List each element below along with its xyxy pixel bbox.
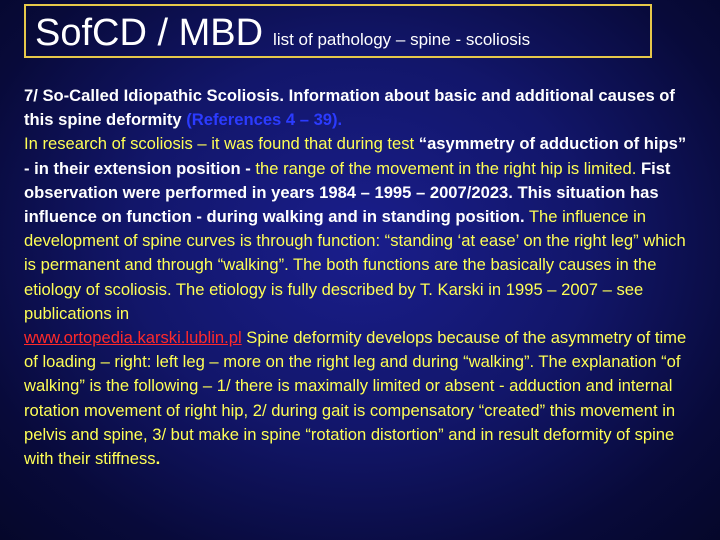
research-text: In research of scoliosis – it was found that during test [24, 134, 415, 154]
slide-title: SofCD / MBD [35, 12, 264, 54]
deformity-explanation: Spine deformity develops because of the asymmetry of time of loading – right: left leg – more on the right leg and during “walking”. The explanation “of walking” is the following – 1/ there is maximally limited or absent - adduction and internal rotation movement of right hip, 2/ during gait is compensatory “created” this movement in pelvis and spine, 3/ but make in spine “rotation distortion” and in result deformity of spine with their stiffness [24, 328, 687, 469]
final-period: . [155, 449, 161, 469]
etiology-text: The influence in development of spine curves is through function: “standing ‘at ease’ on the right leg” which is permanent and through “walking”. The both functions are the basically causes in the etiology of scoliosis. The etiology is fully described by T. Karski in 1995 – 2007 – see publications in [24, 207, 686, 323]
publications-link[interactable]: www.ortopedia.karski.lublin.pl [24, 328, 242, 348]
slide-body [24, 84, 696, 471]
limited-movement-text: the range of the movement in the right hip is limited. [250, 158, 641, 178]
test-name: “asymmetry of adduction of hips” - in their extension position - [24, 134, 687, 178]
title-box [24, 4, 652, 58]
observation-text: Fist observation were performed in years 1984 – 1995 – 2007/2023. This situation has influence on function - during walking and in standing position. [24, 158, 671, 227]
intro-heading: 7/ So-Called Idiopathic Scoliosis. Information about basic and additional causes of this spine deformity [24, 86, 675, 130]
references-note: (References 4 – 39). [186, 110, 343, 130]
slide-subtitle: list of pathology – spine - scoliosis [273, 30, 531, 49]
